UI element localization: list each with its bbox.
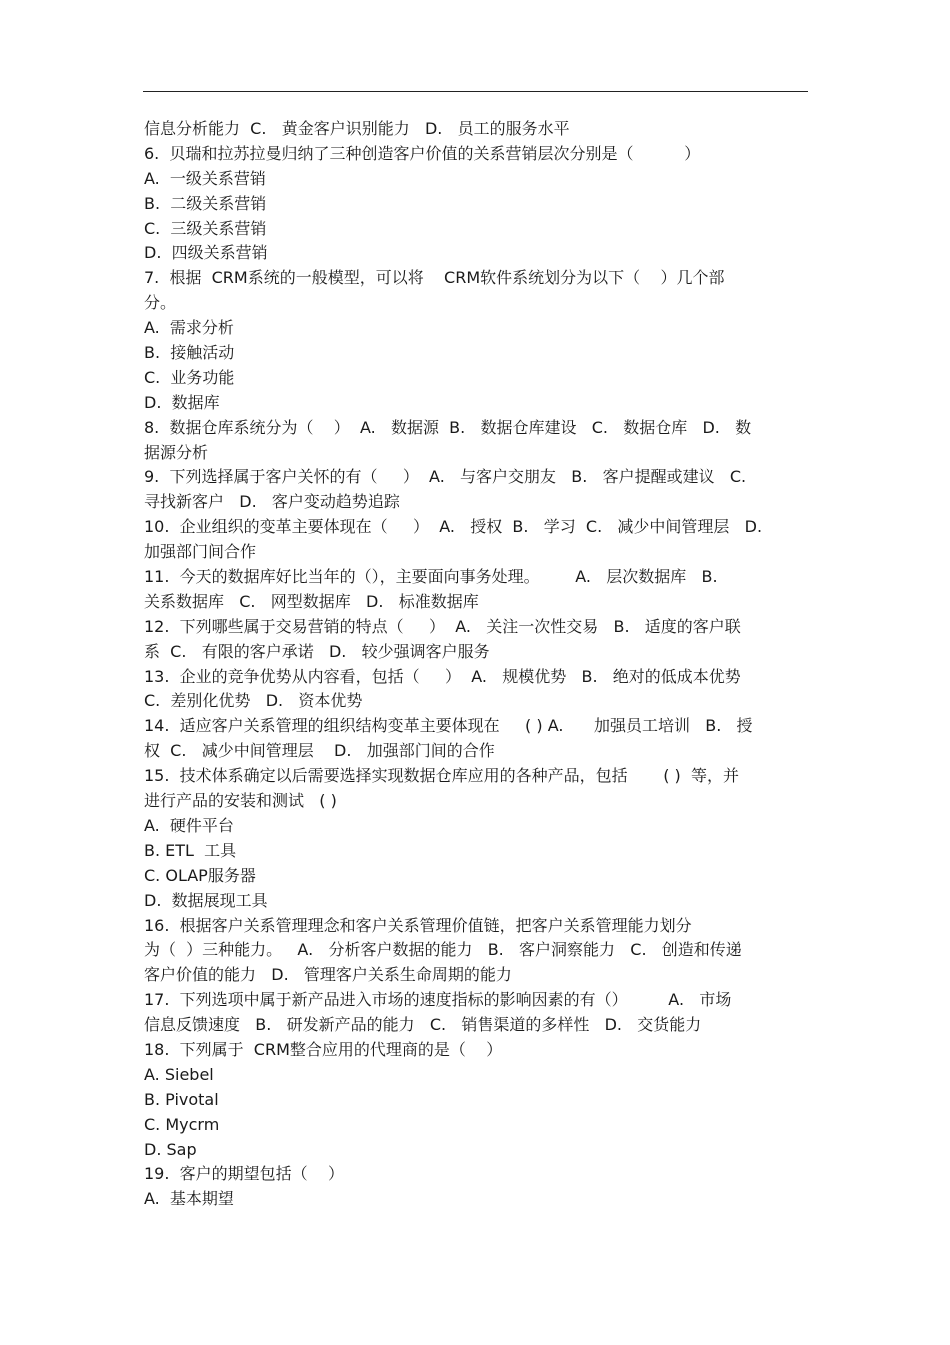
text-line: 16. 根据客户关系管理理念和客户关系管理价值链，把客户关系管理能力划分 — [144, 915, 692, 935]
text-line: 信息分析能力 C. 黄金客户识别能力 D. 员工的服务水平 — [144, 119, 570, 138]
text-line: 15. 技术体系确定以后需要选择实现数据仓库应用的各种产品，包括 ( ) 等，并 — [144, 766, 739, 786]
text-line: A. 需求分析 — [144, 318, 234, 338]
text-line: 14. 适应客户关系管理的组织结构变革主要体现在 ( ) A. 加强员工培训 B. 授 — [144, 716, 753, 736]
document-body — [144, 117, 816, 1212]
header-rule — [143, 91, 808, 92]
text-line: A. 硬件平台 — [144, 815, 234, 835]
text-line: 10. 企业组织的变革主要体现在（ ） A. 授权 B. 学习 C. 减少中间管理层 D. — [144, 517, 763, 537]
text-line: 权 C. 减少中间管理层 D. 加强部门间的合作 — [144, 741, 495, 761]
text-line: 19. 客户的期望包括（ ） — [144, 1164, 344, 1184]
text-line: C. 三级关系营销 — [144, 218, 267, 238]
text-line: 进行产品的安装和测试 ( ) — [144, 791, 337, 811]
text-line: D. 数据展现工具 — [144, 890, 268, 910]
text-line: A. 基本期望 — [144, 1189, 234, 1209]
text-line: 为（ ）三种能力。 A. 分析客户数据的能力 B. 客户洞察能力 C. 创造和传递 — [144, 940, 742, 960]
text-line: D. 数据库 — [144, 392, 220, 412]
text-line: 11. 今天的数据库好比当年的（），主要面向事务处理。 A. 层次数据库 B. — [144, 567, 718, 587]
text-line: 13. 企业的竞争优势从内容看，包括（ ） A. 规模优势 B. 绝对的低成本优势 — [144, 666, 741, 686]
text-line: C. Mycrm — [144, 1114, 220, 1134]
text-line: 据源分析 — [144, 442, 209, 462]
text-line: 分。 — [144, 293, 177, 313]
text-line: 信息反馈速度 B. 研发新产品的能力 C. 销售渠道的多样性 D. 交货能力 — [144, 1015, 702, 1035]
text-line: B. 接触活动 — [144, 343, 235, 363]
text-line: 17. 下列选项中属于新产品进入市场的速度指标的影响因素的有（） A. 市场 — [144, 990, 732, 1010]
text-line: 18. 下列属于 CRM整合应用的代理商的是（ ） — [144, 1039, 503, 1059]
text-line: 寻找新客户 D. 客户变动趋势追踪 — [144, 492, 400, 512]
text-line: 6. 贝瑞和拉苏拉曼归纳了三种创造客户价值的关系营销层次分别是（ ） — [144, 143, 701, 163]
text-line: D. 四级关系营销 — [144, 243, 268, 263]
text-line: B. ETL 工具 — [144, 840, 237, 860]
text-line: B. Pivotal — [144, 1089, 219, 1109]
text-line: C. 业务功能 — [144, 367, 235, 387]
text-line: 关系数据库 C. 网型数据库 D. 标准数据库 — [144, 591, 479, 611]
text-line: 加强部门间合作 — [144, 542, 257, 562]
text-line: A. 一级关系营销 — [144, 168, 266, 188]
text-line: C. OLAP服务器 — [144, 865, 256, 885]
text-line: 客户价值的能力 D. 管理客户关系生命周期的能力 — [144, 965, 512, 985]
text-line: 12. 下列哪些属于交易营销的特点（ ） A. 关注一次性交易 B. 适度的客户联 — [144, 616, 741, 636]
text-line: 7. 根据 CRM系统的一般模型，可以将 CRM软件系统划分为以下（ ）几个部 — [144, 268, 725, 288]
text-line: A. Siebel — [144, 1064, 214, 1084]
text-line: 9. 下列选择属于客户关怀的有（ ） A. 与客户交朋友 B. 客户提醒或建议 C. — [144, 467, 747, 487]
text-line: C. 差别化优势 D. 资本优势 — [144, 691, 363, 711]
text-line: B. 二级关系营销 — [144, 193, 267, 213]
text-line: D. Sap — [144, 1139, 197, 1159]
text-line: 8. 数据仓库系统分为（ ） A. 数据源 B. 数据仓库建设 C. 数据仓库 D. 数 — [144, 417, 752, 437]
text-line: 系 C. 有限的客户承诺 D. 较少强调客户服务 — [144, 641, 490, 661]
